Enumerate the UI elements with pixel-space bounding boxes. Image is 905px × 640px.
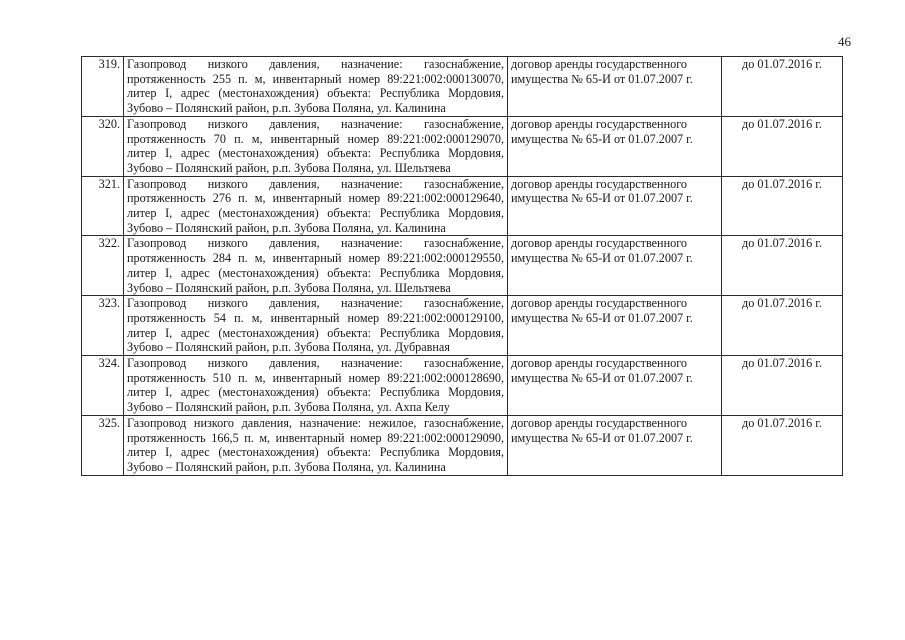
object-description: Газопровод низкого давления, назначение: нежилое, газоснабжение, протяженность 166,5 п. м, инвентарный номер 89:221:002:000129090, литер I, адрес (местонахождения) объекта: Республика Мордовия, Зубово – Полянский район, р.п. Зубова Поляна, ул. Калинина — [124, 415, 508, 475]
object-description: Газопровод низкого давления, назначение: газоснабжение, протяженность 276 п. м, инвентарный номер 89:221:002:000129640, литер I, адрес (местонахождения) объекта: Республика Мордовия, Зубово – Полянский район, р.п. Зубова Поляна, ул. Калинина — [124, 176, 508, 236]
object-description: Газопровод низкого давления, назначение: газоснабжение, протяженность 284 п. м, инвентарный номер 89:221:002:000129550, литер I, адрес (местонахождения) объекта: Республика Мордовия, Зубово – Полянский район, р.п. Зубова Поляна, ул. Шельтяева — [124, 236, 508, 296]
row-number: 323. — [82, 296, 124, 356]
row-number: 320. — [82, 116, 124, 176]
row-number: 324. — [82, 356, 124, 416]
lease-term: до 01.07.2016 г. — [722, 236, 843, 296]
lease-basis: договор аренды государственного имущества № 65-И от 01.07.2007 г. — [508, 236, 722, 296]
object-description: Газопровод низкого давления, назначение: газоснабжение, протяженность 70 п. м, инвентарный номер 89:221:002:000129070, литер I, адрес (местонахождения) объекта: Республика Мордовия, Зубово – Полянский район, р.п. Зубова Поляна, ул. Шельтяева — [124, 116, 508, 176]
lease-term: до 01.07.2016 г. — [722, 296, 843, 356]
lease-basis: договор аренды государственного имущества № 65-И от 01.07.2007 г. — [508, 356, 722, 416]
row-number: 325. — [82, 415, 124, 475]
object-description: Газопровод низкого давления, назначение: газоснабжение, протяженность 54 п. м, инвентарный номер 89:221:002:000129100, литер I, адрес (местонахождения) объекта: Республика Мордовия, Зубово – Полянский район, р.п. Зубова Поляна, ул. Дубравная — [124, 296, 508, 356]
object-description: Газопровод низкого давления, назначение: газоснабжение, протяженность 255 п. м, инвентарный номер 89:221:002:000130070, литер I, адрес (местонахождения) объекта: Республика Мордовия, Зубово – Полянский район, р.п. Зубова Поляна, ул. Калинина — [124, 57, 508, 117]
page-number: 46 — [838, 34, 851, 49]
row-number: 319. — [82, 57, 124, 117]
property-registry-table — [81, 56, 843, 476]
table-row — [82, 356, 843, 416]
lease-basis: договор аренды государственного имущества № 65-И от 01.07.2007 г. — [508, 176, 722, 236]
table-row — [82, 236, 843, 296]
table-row — [82, 116, 843, 176]
table-row — [82, 176, 843, 236]
object-description: Газопровод низкого давления, назначение: газоснабжение, протяженность 510 п. м, инвентарный номер 89:221:002:000128690, литер I, адрес (местонахождения) объекта: Республика Мордовия, Зубово – Полянский район, р.п. Зубова Поляна, ул. Ахпа Келу — [124, 356, 508, 416]
lease-term: до 01.07.2016 г. — [722, 176, 843, 236]
lease-basis: договор аренды государственного имущества № 65-И от 01.07.2007 г. — [508, 116, 722, 176]
table-row — [82, 296, 843, 356]
lease-basis: договор аренды государственного имущества № 65-И от 01.07.2007 г. — [508, 296, 722, 356]
lease-basis: договор аренды государственного имущества № 65-И от 01.07.2007 г. — [508, 415, 722, 475]
lease-term: до 01.07.2016 г. — [722, 415, 843, 475]
table-row — [82, 57, 843, 117]
lease-term: до 01.07.2016 г. — [722, 356, 843, 416]
lease-term: до 01.07.2016 г. — [722, 57, 843, 117]
lease-basis: договор аренды государственного имущества № 65-И от 01.07.2007 г. — [508, 57, 722, 117]
row-number: 322. — [82, 236, 124, 296]
table-row — [82, 415, 843, 475]
row-number: 321. — [82, 176, 124, 236]
lease-term: до 01.07.2016 г. — [722, 116, 843, 176]
